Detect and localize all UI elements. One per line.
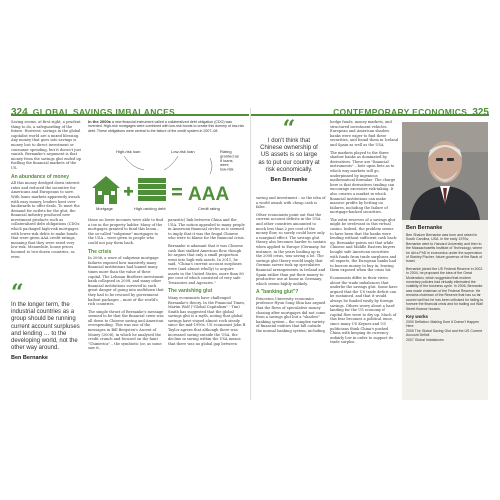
biography-box: [402, 122, 488, 400]
plus-icon: [124, 187, 133, 196]
cdo-explainer-heading: In the 2000s: [88, 119, 111, 124]
connector-high: [124, 156, 144, 170]
quote-mark-icon: “: [11, 280, 24, 306]
label-high-ranking-debt: High-ranking debt: [134, 206, 166, 211]
key-works-title: Key works: [406, 313, 428, 319]
pull-quote-attribution: Ben Bernanke: [11, 355, 48, 362]
column-5: [330, 120, 398, 400]
quote-mark-right-icon: “: [282, 116, 296, 142]
subheading-vanishing-glut: The vanishing glut: [168, 288, 213, 295]
col3-paragraph-3: Many economists have challenged Bernanke's theory. In the Financial Times, Martin Wolf ("Global Capitalism" - Tim) Smith has suggested that the global savings glut is a myth, noting that global savings have stayed almost rock steady since the mid-1990s. US economist John B Taylor agrees that although there was increased saving outside the USA, the decline in saving within the USA means that there was no global gap between: [168, 295, 246, 346]
intro-paragraph: Saving seems, at first sight, a prudent thing to do, a safeguarding of the future. However, savings in the global capitalist world are a mixed blessing. Any money that goes into savings is money lost to direct investment or consumer spending, but it doesn't just vanish. Bernanke's argument is that money from the savings glut ended up fuelling the financial markets of the US.: [11, 120, 82, 170]
abundance-paragraph: All this money dredged down interest rates and reduced the incentive for Americans and Europeans to save. With loans markets apparently awash with easy money, lenders bent over backwards to offer deals. To meet the demand for outlets for the glut, the financial industry produced new investment products such as collateralized debt obligations (CDOs: which packaged high-risk mortgages with lower-risk debts to make bonds that were given AAA credit ratings, meaning that they were rated very low-risk. Meanwhile, house prices boomed to two-dozen countries, as even: [11, 181, 81, 259]
cdo-illustration: [88, 148, 246, 212]
col5-paragraph-4: Economists differ in their views about the trade imbalances that underlie the savings glut. Some have argued that the US trade deficit can be sustained, and that it would always be funded easily by foreign savings. Others worry about a hard landing for the US economy if capital flow were to dry up. Much of this fear becomes a political issue, since many US Keynes and US politicians think China's pushed China with keeping its currency unfairly low in order to support its trade surplus.: [330, 276, 398, 345]
col2-paragraph-1: those on lower incomes were able to find a toe in the property ladder. Many of the mortgages granted to fund this boom – the so-called "subprime" mortgages to the USA – were given to people who could not pay them back.: [88, 218, 164, 245]
house-icon: [92, 176, 120, 204]
label-rating: Rating granted as if loans were low-risk: [220, 149, 239, 172]
col3-paragraph-1: parasitic) link between China and the USA. The notion appealed to many people in American financial circles as it seemed to imply that it was the frugal Chinese who were to blame for the financial crisis.: [168, 218, 245, 241]
key-works-item: 2000 Deflation: Making Sure It Doesn't Happen Here: [406, 319, 480, 329]
key-works-item: 2007 Global Imbalances: [406, 337, 444, 342]
col4-paragraph-2: Other economists point out that the current account deficits in the USA and other countries amounted to much less than 2 per cent of the money flow, so surely could have only a marginal effect. The savings glut theory also becomes harder to sustain when applied to Europe (Germany, for instance, in the years leading up to the 2008 crisis, was saving a lot. The savings glut theory would imply that German savers took up speculative financial arrangements in Ireland and Spain rather than put their money to productive use at home in Germany, which seems highly unlikely.: [256, 212, 326, 286]
left-chapter-title: GLOBAL SAVINGS IMBALANCES: [32, 107, 176, 117]
pull-quote-right-text: I don't think that Chinese ownership of US assets is so large as to put our country at risk economically.: [258, 138, 320, 173]
column-2: [88, 218, 164, 400]
equals-icon: [172, 188, 182, 195]
label-mortgage: Mortgage: [96, 206, 113, 211]
left-header-rule: [11, 114, 249, 116]
col5-paragraph-2: The markets played to the three shadow banks as dominated by derivatives. These are "financial instruments" – bets upon bets as to which way markets will go, underpinned by ingenious mathematical formulae. The charge here is that derivatives trading can encourage excessive risk-taking. It also creates a market in which financial institutions can make massive profits by betting on failures, including the failure of mortgage-backed securities.: [330, 150, 396, 215]
column-4: [256, 196, 326, 400]
connector-rating: [210, 158, 212, 174]
bio-paragraph-2: Bernanke joined the US Federal Reserve in 2002. In 2004, he proposed the idea of the Great Moderation, which suggested that modern monetary policies had virtually eliminated the volatility of the business cycle. In 2006, Bernanke was made chairman of the Federal Reserve. He remains chairman of the Reserve that has so far scored well but he has been criticised for failing to foresee the financial crisis and for bailing out Wall Street finance houses.: [406, 266, 484, 311]
bio-content: [406, 222, 484, 342]
pull-quote-right: [258, 116, 320, 184]
bond-stack-icon: [138, 178, 166, 201]
right-page-header: [249, 100, 489, 118]
col2-paragraph-3: The simple thrust of Bernanke's message seemed to be that the financial crisis was all down to Chinese saving and American overspending. This was one of the messages in Bill Bergsten's Ascent of Money (2008), in which he analysed the credit crunch and focused on the faint "Chimerica" – the symbiotic (or, as some saw it,: [88, 309, 164, 351]
subheading-banking-glut: A "banking glut"?: [256, 289, 299, 296]
right-chapter-title: CONTEMPORARY ECONOMICS: [333, 107, 468, 117]
cdo-explainer: [88, 120, 246, 133]
pull-quote-left: [11, 280, 83, 362]
column-1: [11, 120, 83, 280]
col4-paragraph-1: saving and investment – so the idea of a world awash with cheap cash is false.: [256, 196, 326, 210]
pull-quote-right-attribution: Ben Bernanke: [270, 177, 308, 184]
cdo-explainer-text: a new financial instrument called a collateralized debt obligation (CDO) was invented. High-risk mortgages were combined with low-risk bonds to create this dummy of low-risk debt. These obligations were central to the failure of the credit system in 2007–08.: [88, 120, 244, 133]
bio-name: Ben Bernanke: [406, 225, 443, 231]
column-3: [168, 218, 246, 400]
subheading-crisis: The crisis: [88, 248, 112, 255]
label-high-risk: High-risk loan: [116, 149, 141, 154]
portrait-image: [402, 122, 488, 220]
col4-paragraph-3: Princeton University economics professor Hyun Song Shin has argued that the flows of speculative money chasing after mortgages did not come from a savings glut but a "shadow" banking system – the complex variety of financial entities that fall outside the normal banking system, including: [256, 296, 326, 334]
connector-low: [164, 156, 178, 170]
key-works-item: 2005 The Global Saving Glut and the US Current Account Deficit: [406, 328, 483, 338]
pull-quote-text: In the longer term, the industrial countries as a group should be running current account surpluses and lending … to the developing world, not the other way around.: [11, 302, 80, 352]
col5-paragraph-1: hedge funds, money markets, and structured investment vehicles. European and American shadow banks were eager to find these securities, and found them in Iceland and Spain as well as the USA.: [330, 120, 398, 147]
col3-paragraph-2: Bernanke is adamant that it was Chinese cash that stalked American flow, though he argues that only a small proportion went into high-risk assets. In 2011, he said, "China's current account surpluses were (and almost wholly) to acquire assets in the United States, more than 80 per cent of which consisted of very safe Treasuries and Agencies.": [168, 243, 244, 285]
col5-paragraph-3: The extra reserves of a savings glut might be irrelevant in this virtual casino. Indeed, the problem seems to have been that the banks were lending without sufficient cash back-up. Bernanke points out that while Chinese and Middle Eastern buyers bought safe American securities with funds from trade surpluses and oil exports, the European banks had to borrow money to buy in, leaving them exposed when the crisis hit.: [330, 217, 398, 273]
portrait-photo: [402, 122, 488, 220]
bio-paragraph-1: Ben Shalom Bernanke was born and raised in South Carolina, USA. In the early 1970s, Bernanke went to Harvard University and then to the Massachusetts Institute of Technology, where he did a PhD in economics under the supervision of Stanley Fischer, future governor of the Bank of Israel.: [406, 233, 483, 264]
page-gutter: [250, 108, 251, 400]
label-low-risk: Low-risk loan: [171, 149, 195, 154]
label-credit-rating: Credit rating: [198, 206, 220, 211]
left-page-header: [11, 100, 251, 118]
subheading-abundance: An abundance of money: [11, 173, 70, 180]
left-page-number: 324: [11, 107, 28, 118]
right-page-number: 325: [472, 107, 489, 118]
aaa-rating: AAA: [188, 184, 230, 205]
col2-paragraph-2: In 2006, a wave of subprime mortgage failures exposed how massively many financial institutions had loaned many times more than the value of their capital. The Lehman Brothers investment bank collapsed in 2008, and many other financial institutions survived in such great danger of going into meltdown that they had to be rescued by government bailout packages – most of the world's rich countries.: [88, 256, 164, 307]
